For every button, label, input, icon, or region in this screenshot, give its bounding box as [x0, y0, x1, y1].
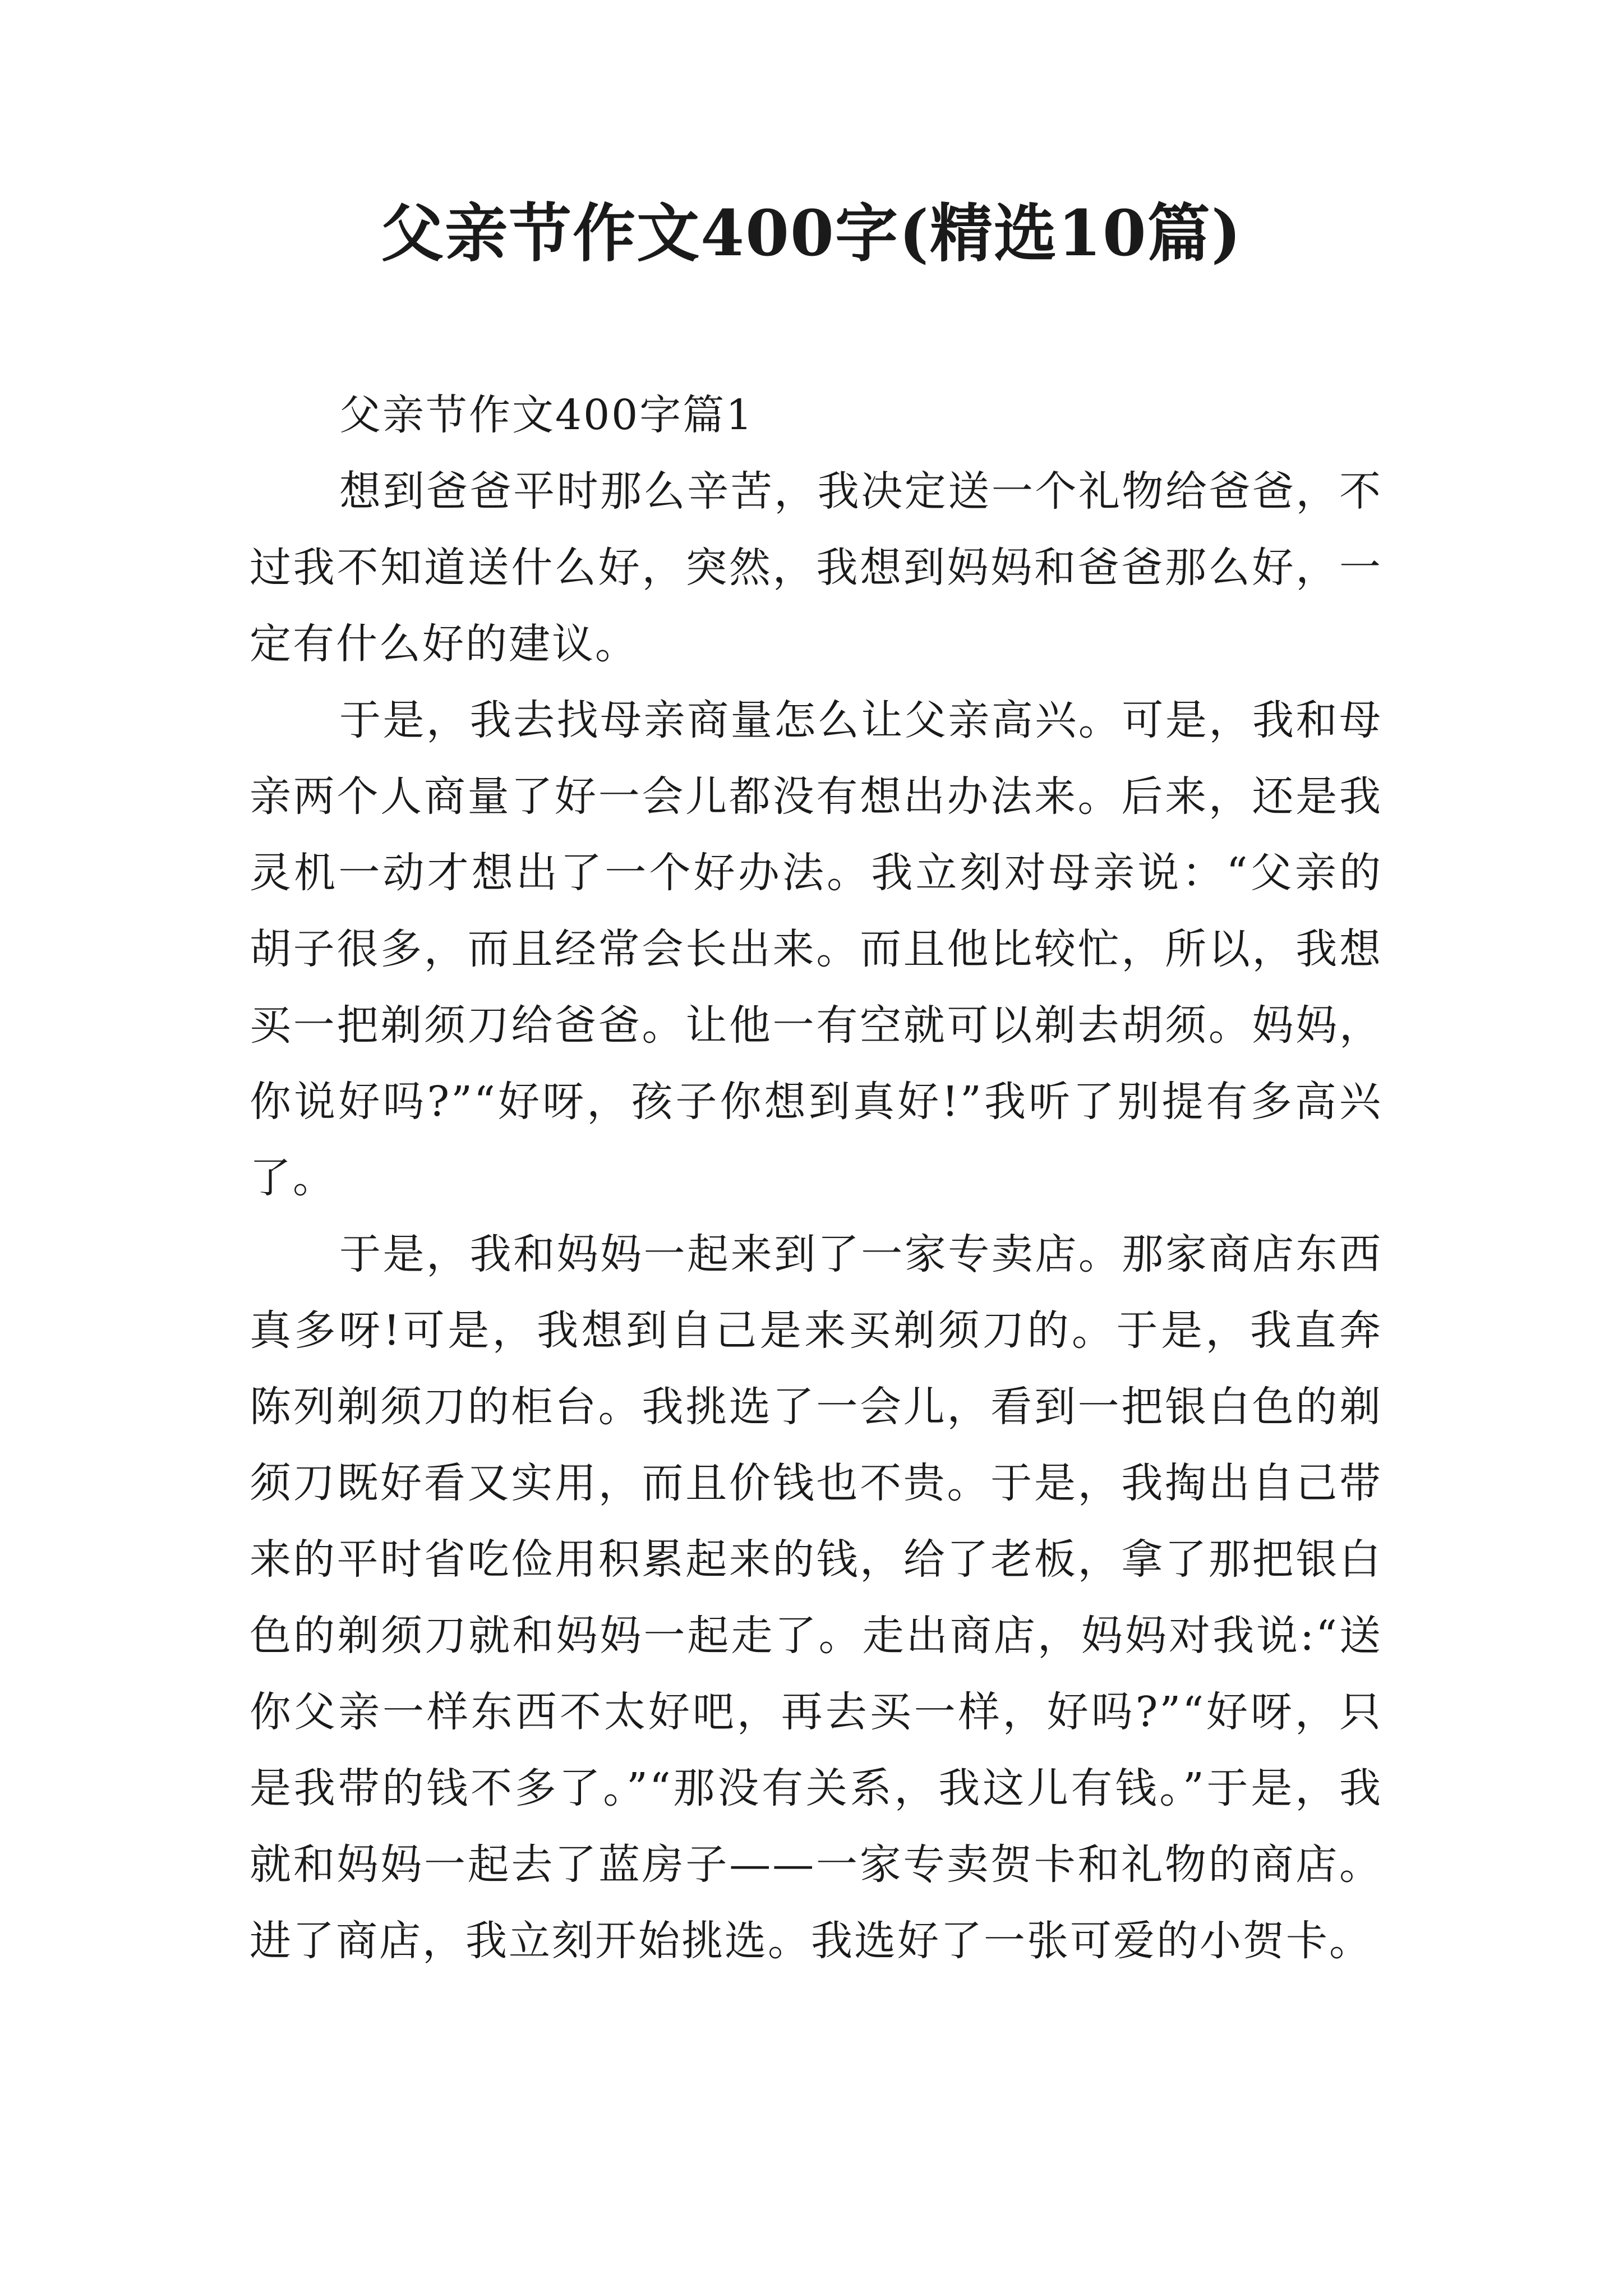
document-title: 父亲节作文400字(精选10篇) — [381, 197, 1242, 270]
paragraph-2: 于是，我去找母亲商量怎么让父亲高兴。可是，我和母亲两个人商量了好一会儿都没有想出办法来。后来，还是我灵机一动才想出了一个好办法。我立刻对母亲说：“父亲的胡子很多，而且经常会长出来。而且他比较忙，所以，我想买一把剃须刀给爸爸。让他一有空就可以剃去胡须。妈妈，你说好吗?”“好呀，孩子你想到真好!”我听了别提有多高兴了。 — [250, 696, 1382, 1202]
section-heading: 父亲节作文400字篇1 — [339, 391, 754, 439]
document-body — [250, 377, 1382, 1979]
paragraph-3: 于是，我和妈妈一起来到了一家专卖店。那家商店东西真多呀!可是，我想到自己是来买剃须刀的。于是，我直奔陈列剃须刀的柜台。我挑选了一会儿，看到一把银白色的剃须刀既好看又实用，而且价钱也不贵。于是，我掏出自己带来的平时省吃俭用积累起来的钱，给了老板，拿了那把银白色的剃须刀就和妈妈一起走了。走出商店，妈妈对我说:“送你父亲一样东西不太好吧，再去买一样，好吗?”“好呀，只是我带的钱不多了。”“那没有关系，我这儿有钱。”于是，我就和妈妈一起去了蓝房子——一家专卖贺卡和礼物的商店。进了商店，我立刻开始挑选。我选好了一张可爱的小贺卡。 — [250, 1230, 1382, 1965]
paragraph-1: 想到爸爸平时那么辛苦，我决定送一个礼物给爸爸，不过我不知道送什么好，突然，我想到妈妈和爸爸那么好，一定有什么好的建议。 — [250, 467, 1382, 668]
